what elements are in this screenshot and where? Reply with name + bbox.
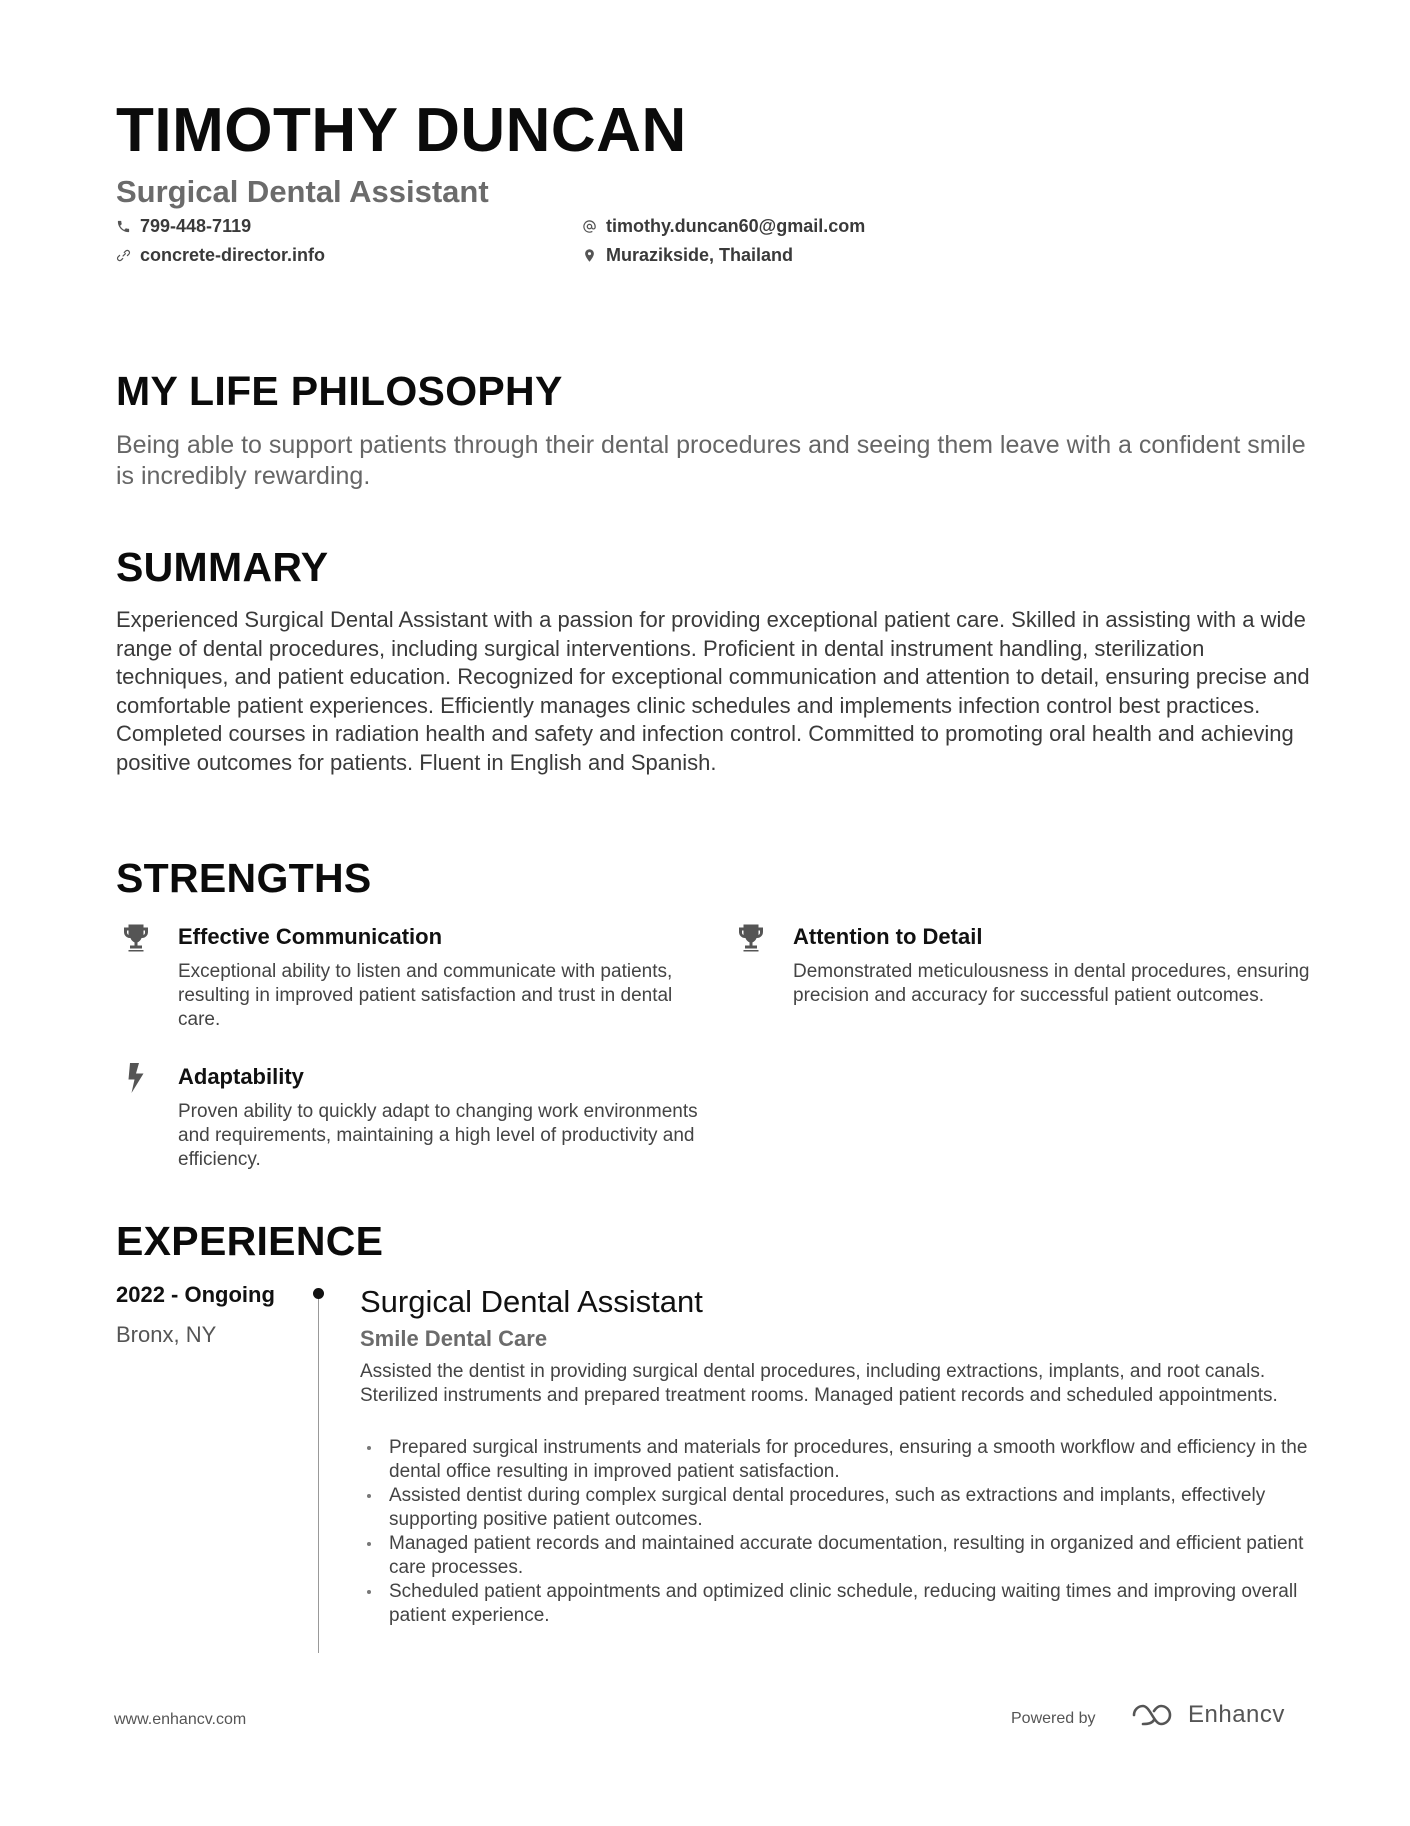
at-icon xyxy=(582,219,597,234)
enhancv-logo[interactable] xyxy=(1130,1701,1285,1729)
strength-title: Effective Communication xyxy=(178,924,443,949)
experience-heading: EXPERIENCE xyxy=(116,1218,384,1264)
strength-title: Adaptability xyxy=(178,1064,304,1089)
enhancv-brand-text: Enhancv xyxy=(1188,1701,1285,1728)
bullet-dot xyxy=(367,1494,371,1498)
experience-description: Assisted the dentist in providing surgical dental procedures, including extractions, implants, and root canals. Sterilized instruments and prepared treatment rooms. Managed patient records and scheduled appointments. xyxy=(360,1361,1278,1406)
bullet-text: Assisted dentist during complex surgical dental procedures, such as extractions and implants, effectively supporting positive patient outcomes. xyxy=(389,1485,1266,1530)
candidate-name: TIMOTHY DUNCAN xyxy=(116,96,687,165)
timeline-dot xyxy=(313,1288,324,1299)
timeline-line xyxy=(318,1293,319,1653)
summary-text: Experienced Surgical Dental Assistant with a passion for providing exceptional patient care. Skilled in assisting with a wide range of dental procedures, including surgical interventions. Proficient in dental instrument handling, sterilization techniques, and patient education. Recognized for exceptional communication and attention to detail, ensuring precise and comfortable patient experiences. Efficiently manages clinic schedules and implements infection control best practices. Completed courses in radiation health and safety and infection control. Committed to promoting oral health and achieving positive outcomes for patients. Fluent in English and Spanish. xyxy=(116,607,1310,775)
footer-powered-by: Powered by xyxy=(1011,1710,1096,1727)
trophy-icon xyxy=(733,920,773,960)
lightning-icon xyxy=(118,1060,158,1100)
strengths-heading: STRENGTHS xyxy=(116,855,372,901)
experience-bullet xyxy=(360,1436,1310,1484)
email-text[interactable]: timothy.duncan60@gmail.com xyxy=(606,216,866,236)
phone-icon xyxy=(116,219,131,234)
link-icon xyxy=(116,248,131,263)
contact-location xyxy=(582,245,793,266)
contact-phone xyxy=(116,216,251,237)
strength-description: Demonstrated meticulousness in dental procedures, ensuring precision and accuracy for successful patient outcomes. xyxy=(793,961,1310,1006)
bullet-dot xyxy=(367,1590,371,1594)
experience-company: Smile Dental Care xyxy=(360,1326,548,1351)
strength-description: Exceptional ability to listen and communicate with patients, resulting in improved patient satisfaction and trust in dental care. xyxy=(178,961,673,1030)
experience-role: Surgical Dental Assistant xyxy=(360,1284,703,1319)
website-text[interactable]: concrete-director.info xyxy=(140,245,326,265)
contact-website[interactable] xyxy=(116,245,325,266)
experience-dates: 2022 - Ongoing xyxy=(116,1282,275,1307)
candidate-title: Surgical Dental Assistant xyxy=(116,174,489,209)
phone-text: 799-448-7119 xyxy=(140,216,252,236)
trophy-icon xyxy=(118,920,158,960)
bullet-dot xyxy=(367,1542,371,1546)
experience-bullets xyxy=(360,1436,1310,1628)
enhancv-logo-icon xyxy=(1130,1701,1178,1729)
experience-bullet xyxy=(360,1484,1310,1532)
summary-heading: SUMMARY xyxy=(116,544,329,590)
location-text: Murazikside, Thailand xyxy=(606,245,794,265)
experience-location: Bronx, NY xyxy=(116,1322,217,1347)
strength-title: Attention to Detail xyxy=(793,924,983,949)
bullet-text: Managed patient records and maintained accurate documentation, resulting in organized and efficient patient care processes. xyxy=(389,1533,1304,1578)
bullet-dot xyxy=(367,1446,371,1450)
bullet-text: Scheduled patient appointments and optimized clinic schedule, reducing waiting times and improving overall patient experience. xyxy=(389,1581,1298,1626)
location-pin-icon xyxy=(582,248,597,263)
strength-description: Proven ability to quickly adapt to changing work environments and requirements, maintaining a high level of productivity and efficiency. xyxy=(178,1101,698,1170)
philosophy-heading: MY LIFE PHILOSOPHY xyxy=(116,368,563,414)
philosophy-text: Being able to support patients through their dental procedures and seeing them leave with a confident smile is incredibly rewarding. xyxy=(116,431,1306,490)
contact-email[interactable] xyxy=(582,216,865,237)
experience-bullet xyxy=(360,1580,1310,1628)
experience-bullet xyxy=(360,1532,1310,1580)
bullet-text: Prepared surgical instruments and materials for procedures, ensuring a smooth workflow and efficiency in the dental office resulting in improved patient satisfaction. xyxy=(389,1437,1308,1482)
footer-website-link[interactable]: www.enhancv.com xyxy=(114,1711,247,1728)
